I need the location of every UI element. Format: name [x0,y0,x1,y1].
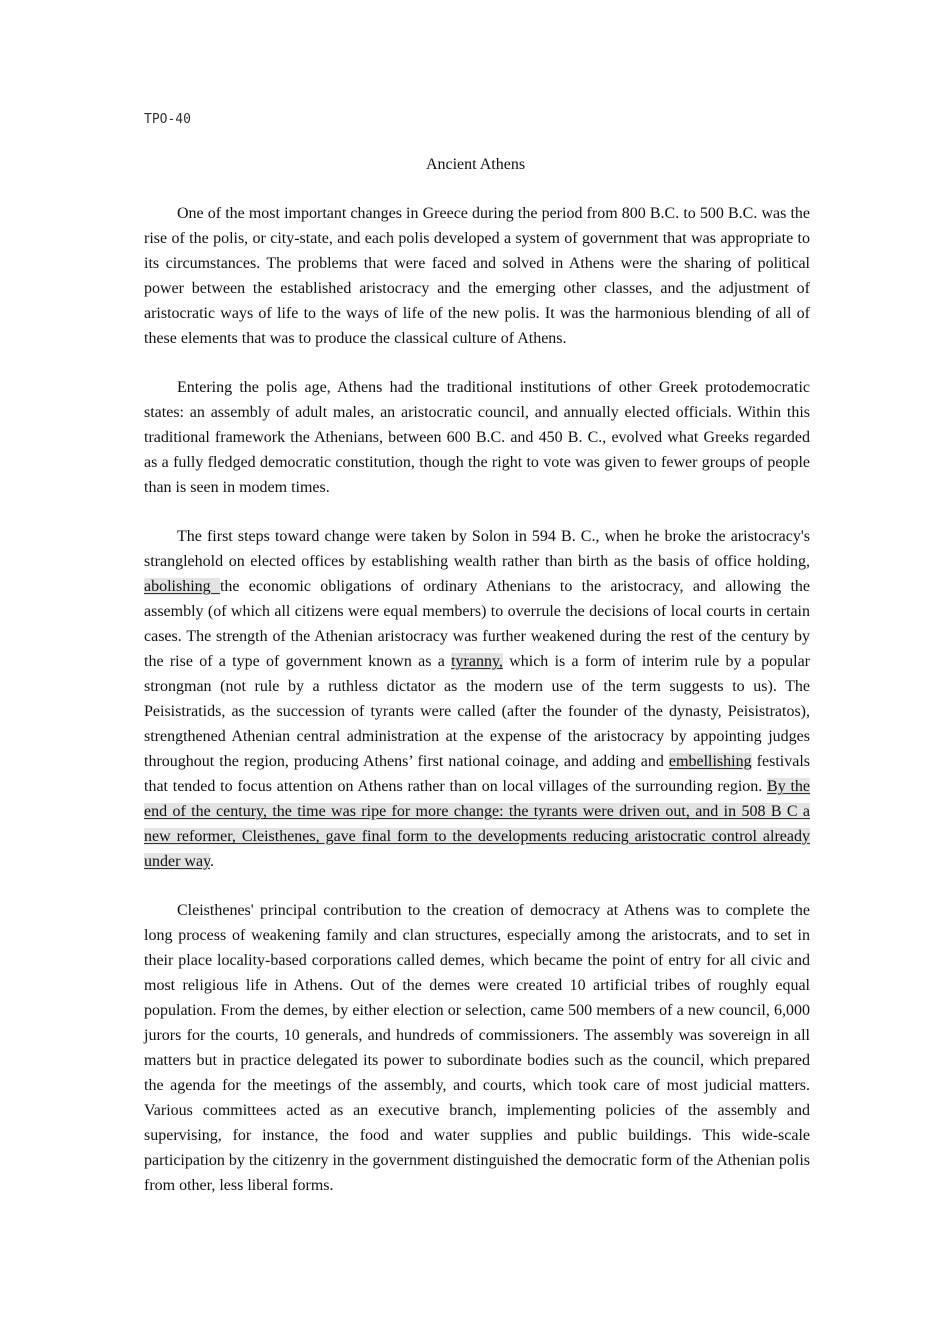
highlighted-word-abolishing[interactable]: abolishing [144,578,220,595]
paragraph-3-text: The first steps toward change were taken by Solon in 594 B. C., when he broke the aristocracy's stranglehold on elected offices by establishing wealth rather than birth as the basis of office holding, [144,528,810,570]
highlighted-word-embellishing[interactable]: embellishing [668,753,752,770]
paragraph-3-text: . [210,853,215,870]
paragraph-3-text: the economic obligations of ordinary Athenians to the aristocracy, and allowing the assembly (of which all citizens were equal members) to overrule the decisions of local courts in certain cases. The strength of the Athenian aristocracy was further weakened during the rest of the century by the rise of a type of government known as a [144,578,810,670]
paragraph-3-text: which is a form of interim rule by a popular strongman (not rule by a ruthless dictator as the modern use of the term suggests to us). The Peisistratids, as the succession of tyrants were called (after the founder of the dynasty, Peisistratos), strengthened Athenian central administration at the expense of the aristocracy by appointing judges throughout the region, producing Athens’ first national coinage, and adding and [144,653,811,770]
paragraph-4: Cleisthenes' principal contribution to the creation of democracy at Athens was to complete the long process of weakening family and clan structures, especially among the aristocrats, and to set in their place locality-based corporations called demes, which became the point of entry for all civic and most religious life in Athens. Out of the demes were created 10 artificial tribes of roughly equal population. From the demes, by either election or selection, came 500 members of a new council, 6,000 jurors for the courts, 10 generals, and hundreds of commissioners. The assembly was sovereign in all matters but in practice delegated its power to subordinate bodies such as the council, which prepared the agenda for the meetings of the assembly, and courts, which took care of most judicial matters. Various committees acted as an executive branch, implementing policies of the assembly and supervising, for instance, the food and water supplies and public buildings. This wide-scale participation by the citizenry in the government distinguished the democratic form of the Athenian polis from other, less liberal forms. [144,902,810,1194]
paragraph-1: One of the most important changes in Greece during the period from 800 B.C. to 500 B.C. was the rise of the polis, or city-state, and each polis developed a system of government that was appropriate to its circumstances. The problems that were faced and solved in Athens were the sharing of political power between the established aristocracy and the emerging other classes, and the adjustment of aristocratic ways of life to the ways of life of the new polis. It was the harmonious blending of all of these elements that was to produce the classical culture of Athens. [144,205,810,347]
paragraph-3-text: festivals that tended to focus attention on Athens rather than on local villages of the surrounding region. [144,753,810,795]
document-label: TPO-40 [144,112,191,127]
paragraph-2: Entering the polis age, Athens had the traditional institutions of other Greek protodemocratic states: an assembly of adult males, an aristocratic council, and annually elected officials. Within this traditional framework the Athenians, between 600 B.C. and 450 B. C., evolved what Greeks regarded as a fully fledged democratic constitution, though the right to vote was given to fewer groups of people than is seen in modem times. [144,379,810,496]
paragraph-3 [144,524,810,874]
document-title: Ancient Athens [425,156,526,173]
highlighted-word-tyranny[interactable]: tyranny, [451,653,503,670]
highlighted-sentence[interactable]: By the end of the century, the time was ripe for more change: the tyrants were driven out, and in 508 B C a new reformer, Cleisthenes, gave final form to the developments reducing aristocratic control already under way [144,778,811,870]
